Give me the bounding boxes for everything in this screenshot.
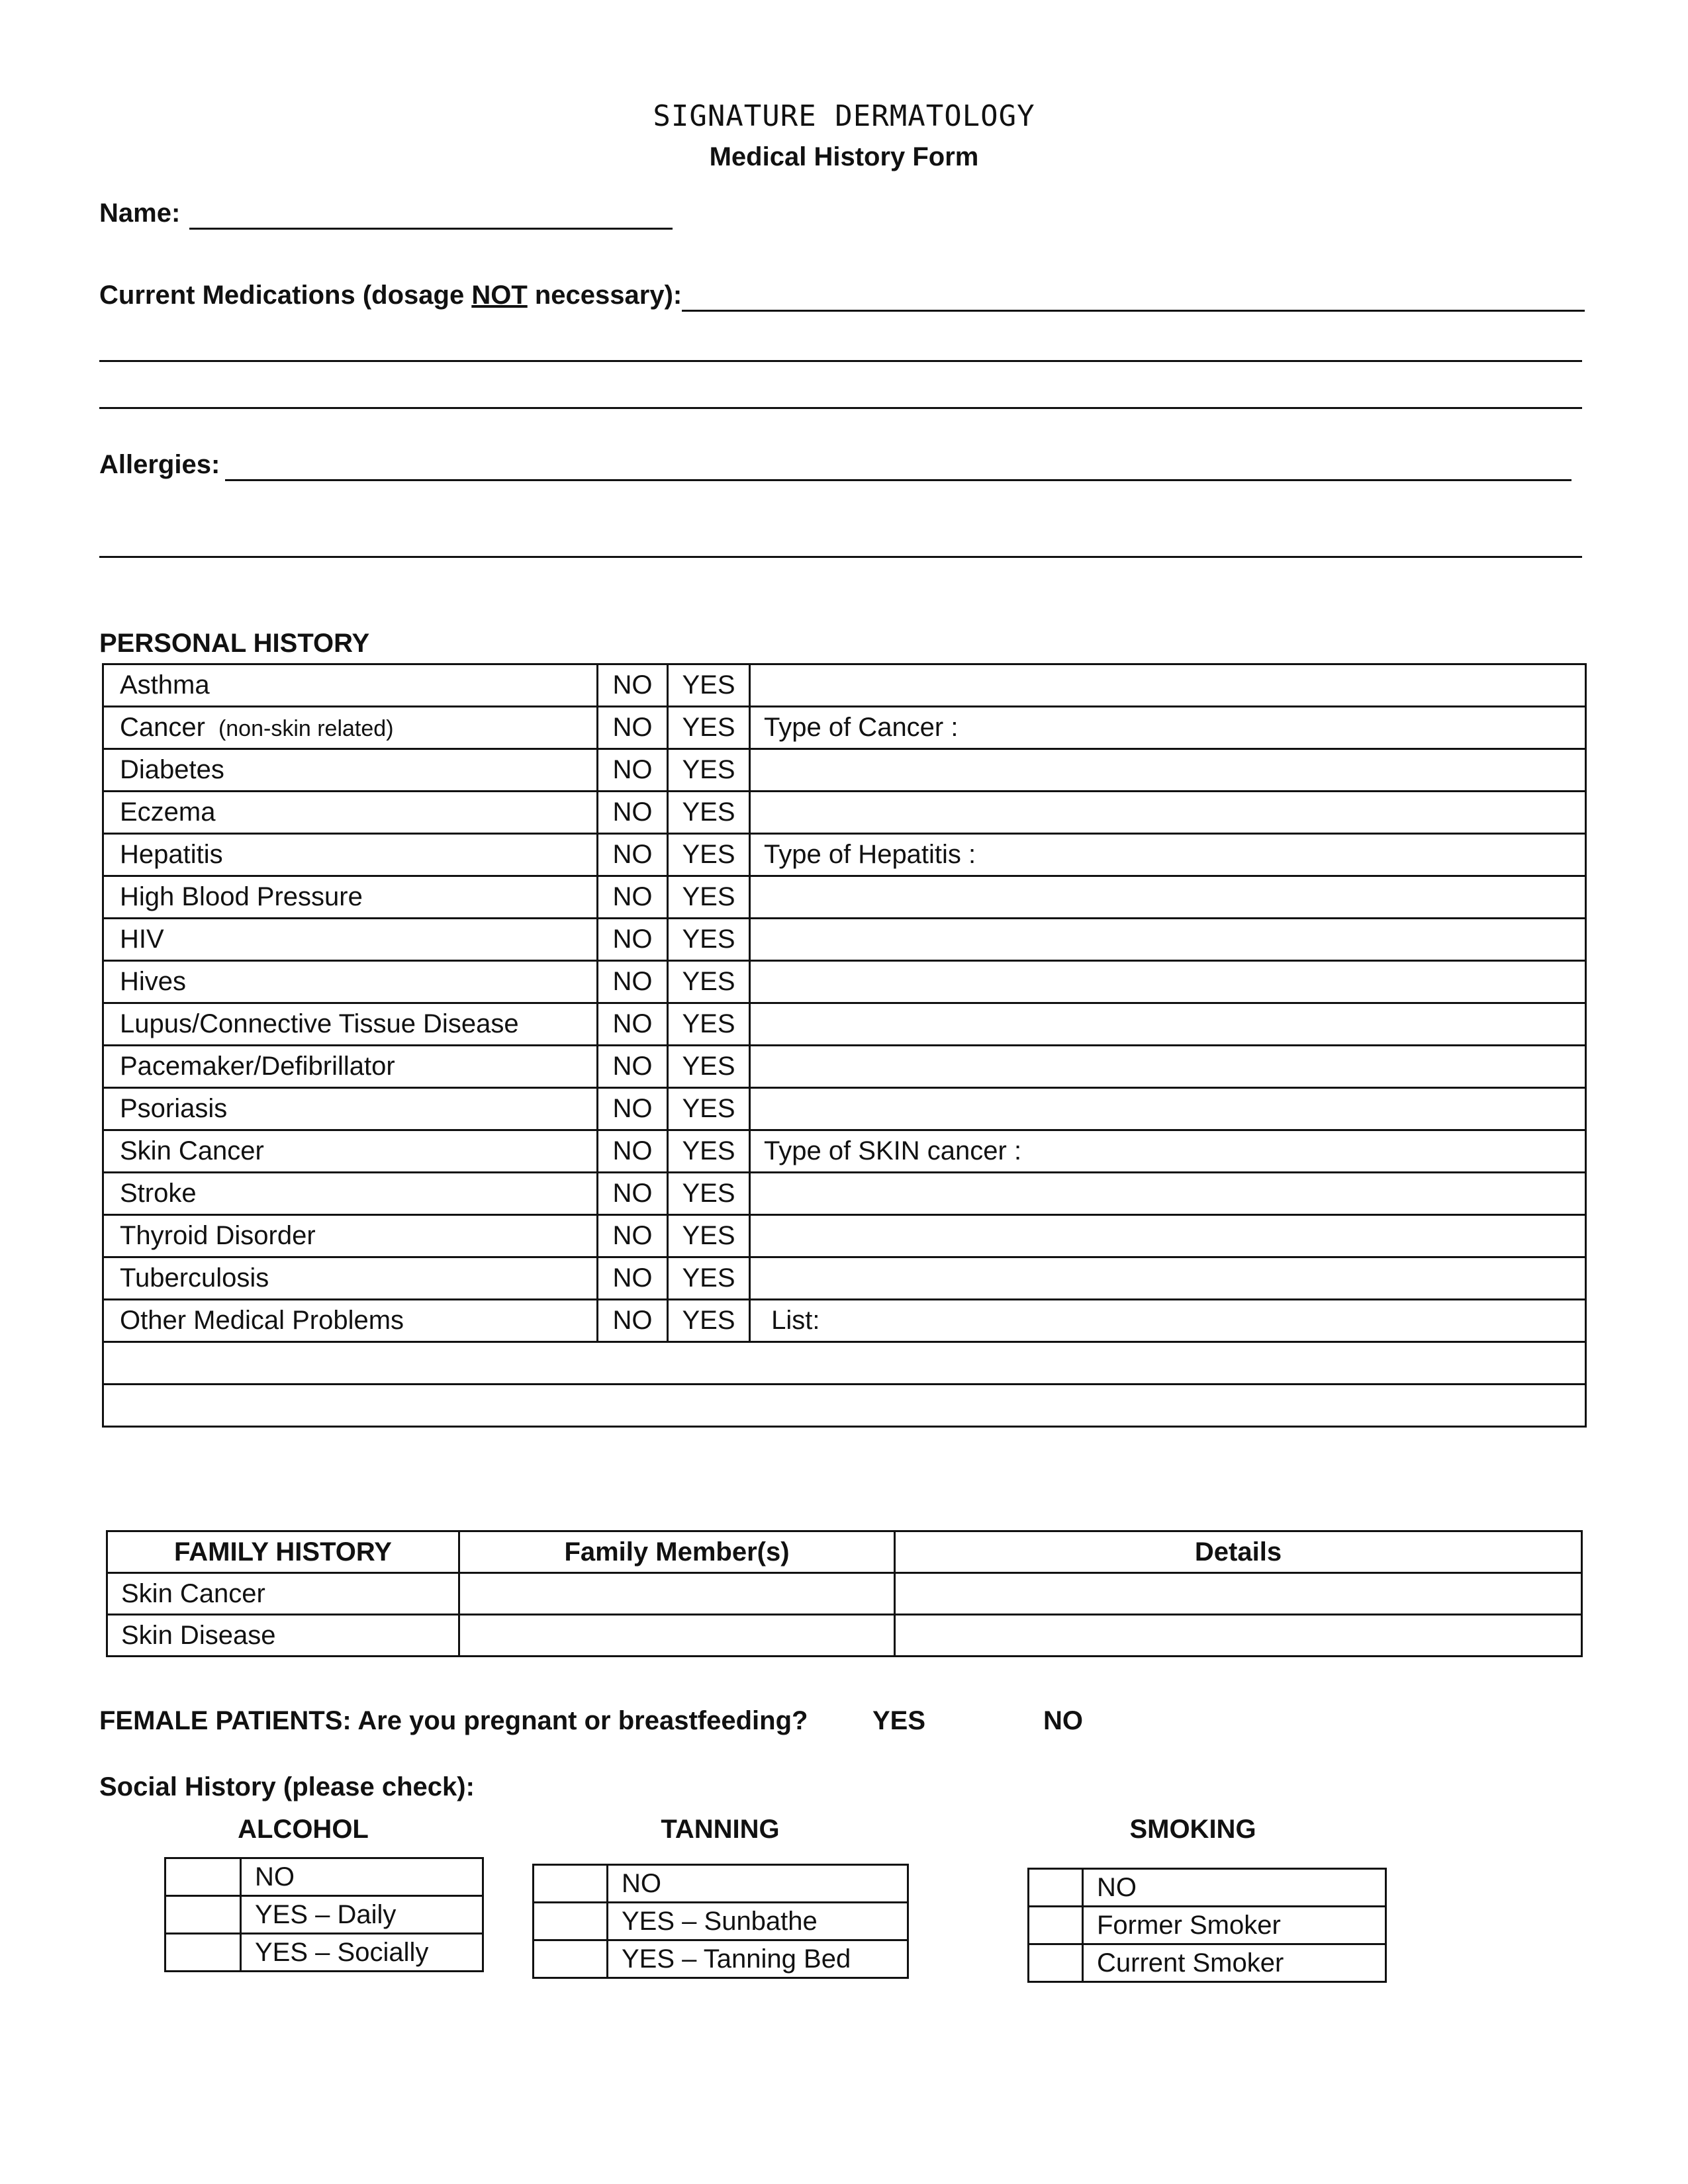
table-row bbox=[103, 792, 1586, 834]
detail-field[interactable] bbox=[750, 1300, 1586, 1342]
condition-label: Pacemaker/Defibrillator bbox=[120, 1052, 395, 1081]
yes-option[interactable]: YES bbox=[668, 1215, 750, 1257]
table-row bbox=[103, 1088, 1586, 1130]
condition-label: Stroke bbox=[120, 1179, 197, 1208]
allergies-label: Allergies: bbox=[99, 450, 220, 479]
family-members-field[interactable] bbox=[459, 1615, 895, 1657]
condition-cell bbox=[103, 1300, 598, 1342]
no-option[interactable]: NO bbox=[598, 1088, 668, 1130]
table-row bbox=[1029, 1907, 1386, 1944]
alcohol-checkbox[interactable] bbox=[165, 1934, 241, 1972]
personal-history-title: PERSONAL HISTORY bbox=[99, 629, 370, 658]
table-row bbox=[103, 919, 1586, 961]
table-row bbox=[534, 1903, 908, 1940]
detail-field[interactable] bbox=[750, 961, 1586, 1003]
condition-label: High Blood Pressure bbox=[120, 882, 363, 911]
table-row bbox=[534, 1940, 908, 1978]
name-label: Name: bbox=[99, 199, 181, 228]
table-row bbox=[103, 707, 1586, 749]
other-problems-line[interactable] bbox=[103, 1385, 1586, 1427]
detail-field[interactable] bbox=[750, 1088, 1586, 1130]
alcohol-option-label: NO bbox=[241, 1858, 483, 1896]
condition-label: Cancer bbox=[120, 713, 205, 742]
smoking-checkbox[interactable] bbox=[1029, 1907, 1083, 1944]
yes-option[interactable]: YES bbox=[668, 919, 750, 961]
condition-cell bbox=[103, 707, 598, 749]
name-underline bbox=[189, 228, 673, 230]
condition-label: Other Medical Problems bbox=[120, 1306, 404, 1335]
family-history-header: FAMILY HISTORY bbox=[107, 1531, 459, 1573]
family-condition-skin-cancer: Skin Cancer bbox=[107, 1573, 459, 1615]
condition-cell bbox=[103, 1088, 598, 1130]
tanning-checkbox[interactable] bbox=[534, 1903, 608, 1940]
no-option[interactable]: NO bbox=[598, 792, 668, 834]
tanning-checkbox[interactable] bbox=[534, 1940, 608, 1978]
detail-field[interactable] bbox=[750, 707, 1586, 749]
yes-option[interactable]: YES bbox=[668, 961, 750, 1003]
detail-field[interactable] bbox=[750, 876, 1586, 919]
medications-label bbox=[99, 281, 682, 310]
detail-field[interactable] bbox=[750, 1046, 1586, 1088]
smoking-option-label: Current Smoker bbox=[1083, 1944, 1386, 1982]
table-row bbox=[103, 664, 1586, 707]
social-history-title: Social History (please check): bbox=[99, 1772, 475, 1801]
no-option[interactable]: NO bbox=[598, 1257, 668, 1300]
condition-cell bbox=[103, 749, 598, 792]
family-condition-skin-disease: Skin Disease bbox=[107, 1615, 459, 1657]
tanning-checkbox[interactable] bbox=[534, 1865, 608, 1903]
alcohol-option-label: YES – Socially bbox=[241, 1934, 483, 1972]
condition-cell bbox=[103, 1257, 598, 1300]
detail-label: Type of Hepatitis : bbox=[764, 840, 976, 869]
table-row bbox=[534, 1865, 908, 1903]
yes-option[interactable]: YES bbox=[668, 664, 750, 707]
table-row bbox=[103, 1300, 1586, 1342]
detail-field[interactable] bbox=[750, 919, 1586, 961]
female-question: FEMALE PATIENTS: Are you pregnant or breastfeeding? bbox=[99, 1706, 808, 1735]
medications-underline bbox=[682, 310, 1585, 312]
condition-label: Eczema bbox=[120, 797, 216, 827]
no-option[interactable]: NO bbox=[598, 834, 668, 876]
detail-field[interactable] bbox=[750, 834, 1586, 876]
detail-label: Type of SKIN cancer : bbox=[764, 1136, 1022, 1165]
condition-label: Hepatitis bbox=[120, 840, 223, 869]
medications-label-not: NOT bbox=[471, 281, 528, 310]
detail-field[interactable] bbox=[750, 1130, 1586, 1173]
no-option[interactable]: NO bbox=[598, 1300, 668, 1342]
table-row bbox=[103, 1257, 1586, 1300]
no-option[interactable]: NO bbox=[598, 1003, 668, 1046]
condition-label: Lupus/Connective Tissue Disease bbox=[120, 1009, 519, 1038]
yes-option[interactable]: YES bbox=[668, 1130, 750, 1173]
condition-label: Asthma bbox=[120, 670, 210, 700]
yes-option[interactable]: YES bbox=[668, 707, 750, 749]
detail-label: List: bbox=[764, 1306, 820, 1335]
alcohol-table bbox=[164, 1857, 484, 1972]
table-row bbox=[1029, 1944, 1386, 1982]
tanning-option-label: NO bbox=[608, 1865, 908, 1903]
smoking-title: SMOKING bbox=[1129, 1815, 1256, 1844]
table-row bbox=[165, 1934, 483, 1972]
smoking-checkbox[interactable] bbox=[1029, 1869, 1083, 1907]
allergies-field[interactable] bbox=[225, 447, 1571, 482]
detail-field[interactable] bbox=[750, 1003, 1586, 1046]
alcohol-option-label: YES – Daily bbox=[241, 1896, 483, 1934]
allergies-underline bbox=[225, 479, 1571, 481]
personal-history-table bbox=[102, 663, 1587, 1428]
yes-option[interactable]: YES bbox=[668, 834, 750, 876]
no-option[interactable]: NO bbox=[598, 749, 668, 792]
table-row bbox=[165, 1858, 483, 1896]
alcohol-checkbox[interactable] bbox=[165, 1896, 241, 1934]
family-details-field[interactable] bbox=[895, 1573, 1582, 1615]
condition-cell bbox=[103, 876, 598, 919]
brand-name: SIGNATURE DERMATOLOGY bbox=[653, 99, 1035, 133]
condition-cell bbox=[103, 1215, 598, 1257]
condition-cell bbox=[103, 1046, 598, 1088]
yes-option[interactable]: YES bbox=[668, 1088, 750, 1130]
other-problems-line[interactable] bbox=[103, 1342, 1586, 1385]
smoking-option-label: NO bbox=[1083, 1869, 1386, 1907]
table-row bbox=[103, 961, 1586, 1003]
tanning-option-label: YES – Sunbathe bbox=[608, 1903, 908, 1940]
yes-option[interactable]: YES bbox=[668, 792, 750, 834]
condition-cell bbox=[103, 1003, 598, 1046]
medications-field[interactable] bbox=[682, 278, 1585, 312]
condition-label: Hives bbox=[120, 967, 187, 996]
yes-option[interactable]: YES bbox=[668, 1257, 750, 1300]
no-option[interactable]: NO bbox=[598, 707, 668, 749]
yes-option[interactable]: YES bbox=[668, 749, 750, 792]
table-row bbox=[107, 1615, 1582, 1657]
condition-note: (non-skin related) bbox=[218, 716, 394, 741]
pregnant-yes-option[interactable]: YES bbox=[872, 1706, 926, 1735]
medications-label-suffix: necessary): bbox=[527, 281, 682, 310]
detail-field[interactable] bbox=[750, 1215, 1586, 1257]
condition-cell bbox=[103, 834, 598, 876]
no-option[interactable]: NO bbox=[598, 961, 668, 1003]
condition-label: Psoriasis bbox=[120, 1094, 228, 1123]
form-title: Medical History Form bbox=[709, 142, 979, 171]
yes-option[interactable]: YES bbox=[668, 876, 750, 919]
table-row bbox=[103, 834, 1586, 876]
detail-field[interactable] bbox=[750, 1173, 1586, 1215]
family-details-field[interactable] bbox=[895, 1615, 1582, 1657]
tanning-table bbox=[532, 1864, 909, 1979]
no-option[interactable]: NO bbox=[598, 1130, 668, 1173]
smoking-table bbox=[1027, 1868, 1387, 1983]
family-history-header-row bbox=[107, 1531, 1582, 1573]
alcohol-checkbox[interactable] bbox=[165, 1858, 241, 1896]
table-row bbox=[103, 1046, 1586, 1088]
detail-field[interactable] bbox=[750, 1257, 1586, 1300]
pregnant-no-option[interactable]: NO bbox=[1043, 1706, 1083, 1735]
table-row bbox=[103, 1215, 1586, 1257]
family-history-table bbox=[106, 1530, 1583, 1657]
table-row bbox=[103, 1342, 1586, 1385]
no-option[interactable]: NO bbox=[598, 919, 668, 961]
condition-cell bbox=[103, 961, 598, 1003]
yes-option[interactable]: YES bbox=[668, 1173, 750, 1215]
table-row bbox=[103, 1173, 1586, 1215]
condition-label: Tuberculosis bbox=[120, 1263, 269, 1293]
details-header: Details bbox=[895, 1531, 1582, 1573]
name-field[interactable] bbox=[189, 196, 673, 230]
table-row bbox=[107, 1573, 1582, 1615]
condition-cell bbox=[103, 1173, 598, 1215]
family-members-field[interactable] bbox=[459, 1573, 895, 1615]
yes-option[interactable]: YES bbox=[668, 1046, 750, 1088]
tanning-option-label: YES – Tanning Bed bbox=[608, 1940, 908, 1978]
condition-cell bbox=[103, 1130, 598, 1173]
table-row bbox=[103, 1130, 1586, 1173]
medications-line-2[interactable] bbox=[99, 360, 1582, 362]
smoking-option-label: Former Smoker bbox=[1083, 1907, 1386, 1944]
allergies-line-2[interactable] bbox=[99, 556, 1582, 558]
yes-option[interactable]: YES bbox=[668, 1003, 750, 1046]
family-members-header: Family Member(s) bbox=[459, 1531, 895, 1573]
detail-field[interactable] bbox=[750, 664, 1586, 707]
alcohol-title: ALCOHOL bbox=[238, 1815, 369, 1844]
table-row bbox=[103, 1385, 1586, 1427]
table-row bbox=[1029, 1869, 1386, 1907]
condition-label: Skin Cancer bbox=[120, 1136, 264, 1165]
table-row bbox=[165, 1896, 483, 1934]
detail-field[interactable] bbox=[750, 792, 1586, 834]
no-option[interactable]: NO bbox=[598, 1046, 668, 1088]
detail-field[interactable] bbox=[750, 749, 1586, 792]
smoking-checkbox[interactable] bbox=[1029, 1944, 1083, 1982]
no-option[interactable]: NO bbox=[598, 876, 668, 919]
condition-label: Diabetes bbox=[120, 755, 224, 784]
medications-label-prefix: Current Medications (dosage bbox=[99, 281, 472, 310]
no-option[interactable]: NO bbox=[598, 1215, 668, 1257]
tanning-title: TANNING bbox=[661, 1815, 780, 1844]
no-option[interactable]: NO bbox=[598, 664, 668, 707]
condition-cell bbox=[103, 664, 598, 707]
condition-cell bbox=[103, 919, 598, 961]
table-row bbox=[103, 749, 1586, 792]
table-row bbox=[103, 876, 1586, 919]
condition-label: Thyroid Disorder bbox=[120, 1221, 316, 1250]
medications-line-3[interactable] bbox=[99, 407, 1582, 409]
condition-label: HIV bbox=[120, 925, 164, 954]
table-row bbox=[103, 1003, 1586, 1046]
detail-label: Type of Cancer : bbox=[764, 713, 959, 742]
condition-cell bbox=[103, 792, 598, 834]
yes-option[interactable]: YES bbox=[668, 1300, 750, 1342]
no-option[interactable]: NO bbox=[598, 1173, 668, 1215]
